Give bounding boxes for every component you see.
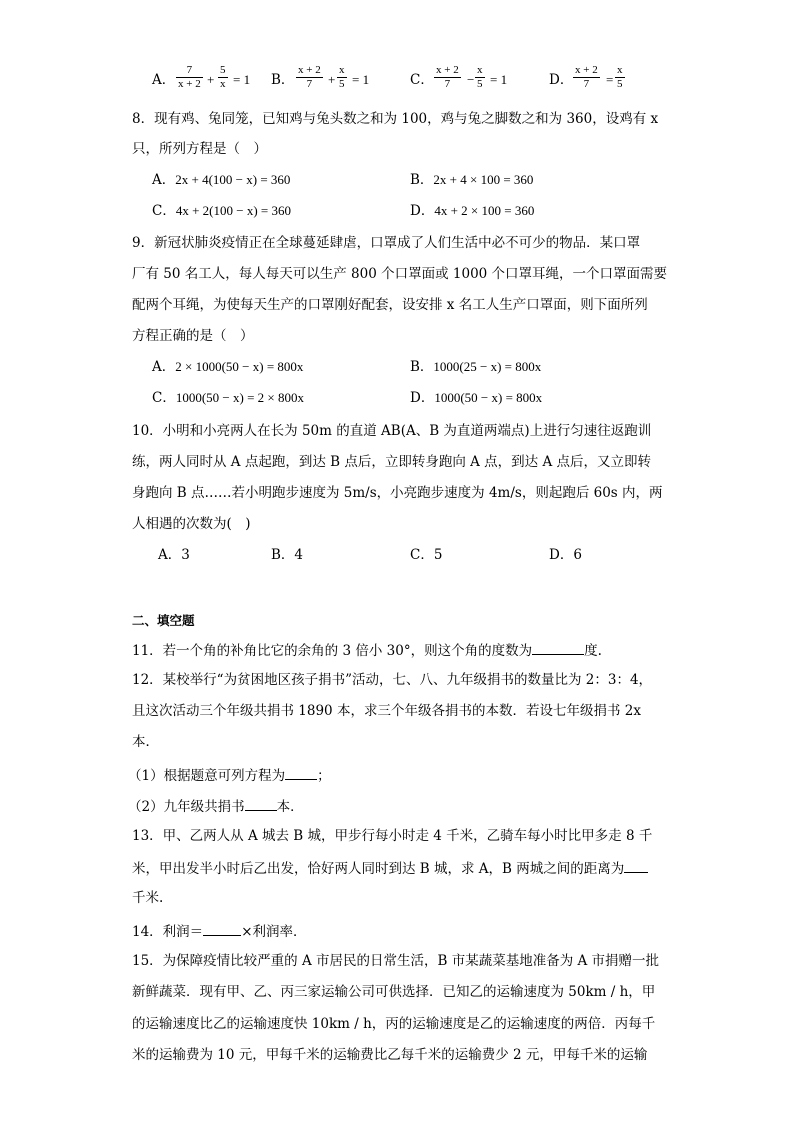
section-title-fill-in: 二、填空题 (132, 613, 195, 628)
q8-option-a: A．2x + 4(100 − x) = 360 (152, 172, 291, 188)
q7-d-fraction-2: $\frac{x}{5}$ (617, 64, 623, 90)
q15-line-3: 的运输速度比乙的运输速度快 10km / h，丙的运输速度是乙的运输速度的两倍．丙每千 (132, 1016, 656, 1032)
q13-line-2: 米，甲出发半小时后乙出发，恰好两人同时到达 B 城，求 A，B 两城之间的距离为 (132, 858, 648, 878)
q8-line-2: 只，所列方程是（ ） (132, 141, 267, 157)
q10-option-c: C．5 (410, 547, 443, 563)
q7-b-fraction-1: $\frac{x + 2}{7}$ (298, 64, 321, 90)
q9-line-4: 方程正确的是（ ） (132, 328, 254, 344)
q10-line-3: 身跑向 B 点……若小明跑步速度为 5m/s，小亮跑步速度为 4m/s，则起跑后 60s 内，两 (132, 485, 663, 501)
q15-line-2: 新鲜蔬菜．现有甲、乙、丙三家运输公司可供选择．已知乙的运输速度为 50km / h，甲 (132, 984, 656, 1000)
q8-line-1: 8．现有鸡、兔同笼，已知鸡与兔头数之和为 100，鸡与兔之脚数之和为 360，设鸡有 x (132, 111, 659, 127)
q9-option-b: B．1000(25 − x) = 800x (410, 359, 542, 375)
q12-sub-2: （2）九年级共捐书 本． (128, 796, 304, 816)
q10-option-b: B．4 (271, 547, 304, 563)
q13-answer-blank[interactable] (624, 858, 648, 873)
q7-d-fraction-1: $\frac{x + 2}{7}$ (575, 64, 598, 90)
q7-c-fraction-1: $\frac{x + 2}{7}$ (436, 64, 459, 90)
q7-b-rhs: = 1 (352, 72, 370, 87)
q9-option-a: A．2 × 1000(50 − x) = 800x (152, 359, 304, 375)
q8-option-c: C．4x + 2(100 − x) = 360 (152, 203, 291, 219)
q12-line-2: 且这次活动三个年级共捐书 1890 本，求三个年级各捐书的本数．若设七年级捐书 2x (132, 703, 641, 719)
q9-option-c: C．1000(50 − x) = 2 × 800x (152, 390, 304, 406)
q12-sub-1: （1）根据题意可列方程为 ； (128, 765, 331, 785)
q7-option-a-label: A． (152, 72, 176, 88)
q11-answer-blank[interactable] (532, 640, 584, 655)
q15-line-1: 15．为保障疫情比较严重的 A 市居民的日常生活，B 市某蔬菜基地准备为 A 市捐赠一批 (132, 953, 660, 969)
q7-option-b-label: B． (271, 72, 295, 88)
q12-sub1-answer-blank[interactable] (285, 765, 317, 780)
q10-line-1: 10．小明和小亮两人在长为 50m 的直道 AB(A、B 为直道两端点)上进行匀速往返跑训 (132, 423, 652, 439)
q7-c-fraction-2: $\frac{x}{5}$ (477, 64, 483, 90)
q12-sub2-answer-blank[interactable] (245, 796, 277, 811)
q7-c-rhs: = 1 (490, 72, 508, 87)
q7-b-operator: + (328, 72, 336, 87)
q13-line-1: 13．甲、乙两人从 A 城去 B 城，甲步行每小时走 4 千米，乙骑车每小时比甲多走 8 千 (132, 828, 653, 844)
q8-option-d: D．4x + 2 × 100 = 360 (410, 203, 535, 219)
q9-line-1: 9．新冠状肺炎疫情正在全球蔓延肆虐，口罩成了人们生活中必不可少的物品．某口罩 (132, 235, 641, 251)
q10-line-4: 人相遇的次数为( ) (132, 516, 251, 532)
q12-line-3: 本． (132, 734, 159, 750)
q10-option-d: D．6 (549, 547, 582, 563)
q11: 11．若一个角的补角比它的余角的 3 倍小 30°，则这个角的度数为 度. (132, 640, 602, 660)
q7-d-operator: = (606, 72, 614, 87)
q8-option-b: B．2x + 4 × 100 = 360 (410, 172, 534, 188)
q7-a-rhs: = 1 (233, 72, 251, 87)
q9-line-2: 厂有 50 名工人，每人每天可以生产 800 个口罩面或 1000 个口罩耳绳，一个口罩面需要 (132, 266, 668, 282)
q10-option-a: A．3 (158, 547, 190, 563)
q13-line-3: 千米. (132, 890, 164, 906)
q7-option-c-label: C． (410, 72, 434, 88)
q10-line-2: 练，两人同时从 A 点起跑，到达 B 点后，立即转身跑向 A 点，到达 A 点后，又立即转 (132, 454, 651, 470)
q7-a-fraction-1: $\frac{7}{x + 2}$ (178, 64, 201, 90)
q7-a-fraction-2: $\frac{5}{x}$ (220, 64, 226, 90)
q14-answer-blank[interactable] (203, 921, 241, 936)
q14: 14．利润＝ ×利润率． (132, 921, 307, 941)
q15-line-4: 米的运输费为 10 元，甲每千米的运输费比乙每千米的运输费少 2 元，甲每千米的运输 (132, 1047, 648, 1063)
q9-line-3: 配两个耳绳，为使每天生产的口罩刚好配套，设安排 x 名工人生产口罩面，则下面所列 (132, 297, 648, 313)
q12-line-1: 12．某校举行“为贫困地区孩子捐书”活动，七、八、九年级捐书的数量比为 2：3：4， (132, 672, 653, 688)
q9-option-d: D．1000(50 − x) = 800x (410, 390, 543, 406)
q7-b-fraction-2: $\frac{x}{5}$ (339, 64, 345, 90)
q7-a-operator: + (207, 72, 215, 87)
q7-c-operator: − (467, 72, 475, 87)
q7-option-d-label: D． (549, 72, 574, 88)
